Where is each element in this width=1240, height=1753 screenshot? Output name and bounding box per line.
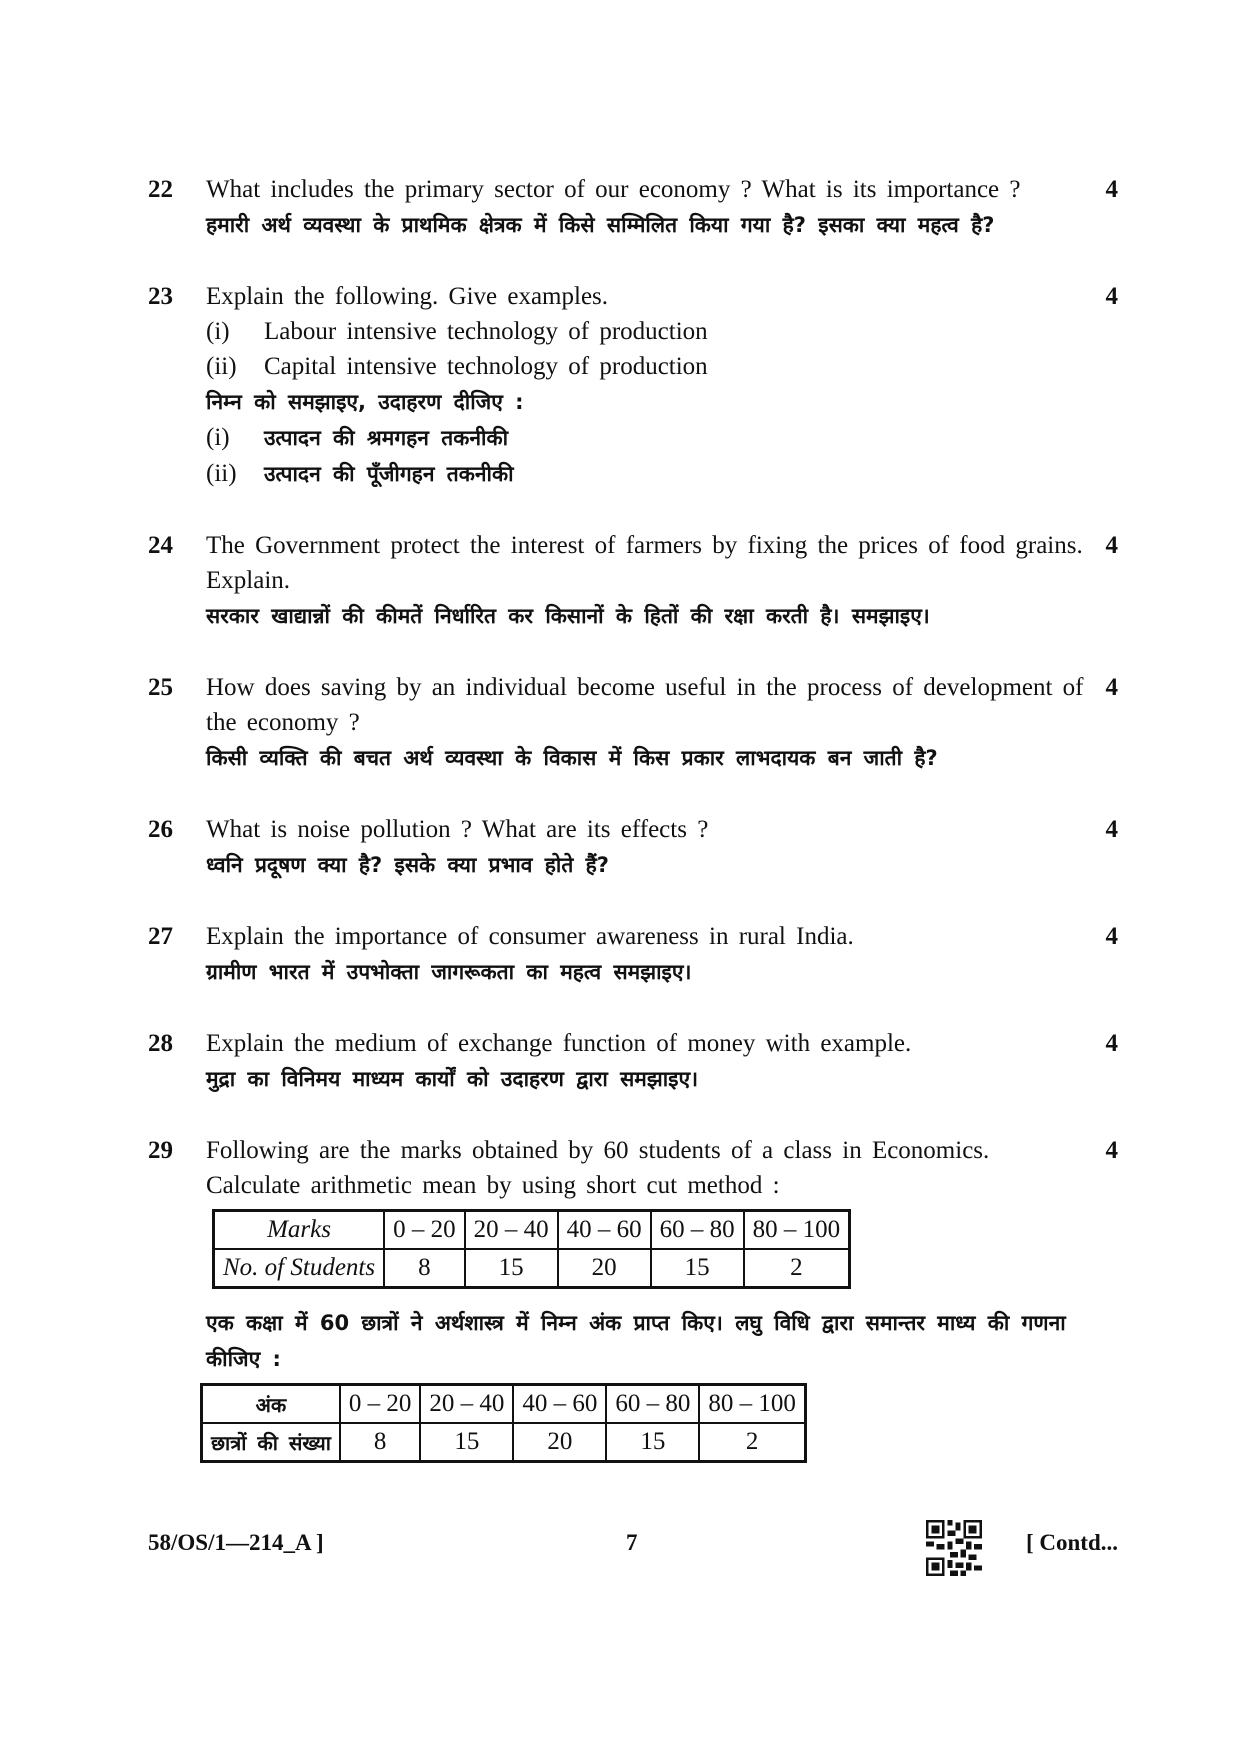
table-cell: 60 – 80 (651, 1211, 744, 1250)
sub-item-number: (i) (206, 424, 230, 451)
question-marks: 4 (1105, 816, 1118, 843)
page-number: 7 (626, 1530, 638, 1555)
table-cell: 15 (465, 1249, 558, 1288)
question-26 (148, 812, 1118, 883)
question-number: 26 (148, 816, 173, 843)
question-text-hi: मुद्रा का विनिमय माध्यम कार्यों को उदाहरण द्वारा समझाइए। (206, 1067, 699, 1091)
question-number: 28 (148, 1030, 173, 1057)
table-cell: 15 (606, 1423, 699, 1462)
table-row (202, 1385, 806, 1424)
question-marks: 4 (1105, 923, 1118, 950)
question-text-en: The Government protect the interest of farmers by fixing the prices of food grains. Explain. (206, 532, 1083, 594)
sub-item-number: (ii) (206, 353, 237, 380)
continued-label: [ Contd... (1025, 1530, 1118, 1555)
question-marks: 4 (1105, 532, 1118, 559)
table-row-label: अंक (202, 1385, 340, 1424)
table-row-label: No. of Students (214, 1249, 385, 1288)
table-cell: 20 – 40 (465, 1211, 558, 1250)
question-23 (148, 279, 1118, 492)
table-cell: 8 (384, 1249, 465, 1288)
sub-item-en (206, 349, 1088, 384)
question-number: 24 (148, 532, 173, 559)
table-cell: 40 – 60 (558, 1211, 651, 1250)
marks-table-hi (200, 1383, 807, 1463)
question-text-en: Explain the following. Give examples. (206, 283, 609, 310)
table-row (202, 1423, 806, 1462)
question-24 (148, 528, 1118, 634)
marks-table-en (212, 1209, 851, 1289)
sub-item-hi (206, 420, 1088, 456)
table-row (214, 1249, 850, 1288)
question-text-en: How does saving by an individual become useful in the process of development of the economy ? (206, 674, 1084, 736)
question-marks: 4 (1105, 1030, 1118, 1057)
sub-item-text: उत्पादन की पूँजीगहन तकनीकी (264, 462, 514, 486)
sub-item-en (206, 314, 1088, 349)
table-row-label: Marks (214, 1211, 385, 1250)
question-29 (148, 1133, 1118, 1463)
sub-item-number: (i) (206, 318, 230, 345)
question-marks: 4 (1105, 674, 1118, 701)
table-cell: 2 (744, 1249, 850, 1288)
qr-code-icon (926, 1520, 982, 1576)
question-number: 27 (148, 923, 173, 950)
table-cell: 15 (420, 1423, 513, 1462)
sub-item-text: उत्पादन की श्रमगहन तकनीकी (264, 426, 509, 450)
sub-item-text: Labour intensive technology of production (264, 318, 708, 345)
question-28 (148, 1026, 1118, 1097)
table-row-label: छात्रों की संख्या (202, 1423, 340, 1462)
question-text-hi: किसी व्यक्ति की बचत अर्थ व्यवस्था के विकास में किस प्रकार लाभदायक बन जाती है? (206, 746, 938, 770)
question-25 (148, 670, 1118, 776)
question-number: 22 (148, 176, 173, 203)
sub-item-number: (ii) (206, 460, 237, 487)
table-cell: 0 – 20 (340, 1385, 421, 1424)
table-cell: 2 (699, 1423, 805, 1462)
question-text-en: What includes the primary sector of our economy ? What is its importance ? (206, 176, 1021, 203)
question-text-en: What is noise pollution ? What are its effects ? (206, 816, 709, 843)
question-text-hi: एक कक्षा में 60 छात्रों ने अर्थशास्त्र में निम्न अंक प्राप्त किए। लघु विधि द्वारा समान्तर माध्य की गणना कीजिए : (206, 1311, 1066, 1371)
table-cell: 40 – 60 (513, 1385, 606, 1424)
question-number: 29 (148, 1137, 173, 1164)
table-cell: 15 (651, 1249, 744, 1288)
sub-item-text: Capital intensive technology of production (264, 353, 708, 380)
table-cell: 20 (513, 1423, 606, 1462)
question-marks: 4 (1105, 1137, 1118, 1164)
question-text-en: Following are the marks obtained by 60 students of a class in Economics. Calculate arithmetic mean by using short cut method : (206, 1137, 990, 1199)
question-27 (148, 919, 1118, 990)
table-cell: 80 – 100 (699, 1385, 805, 1424)
table-cell: 60 – 80 (606, 1385, 699, 1424)
question-text-hi: सरकार खाद्यान्नों की कीमतें निर्धारित कर किसानों के हितों की रक्षा करती है। समझाइए। (206, 604, 930, 628)
table-cell: 8 (340, 1423, 421, 1462)
paper-code: 58/OS/1—214_A ] (148, 1530, 324, 1555)
question-marks: 4 (1105, 283, 1118, 310)
question-list (148, 172, 1118, 1499)
table-cell: 0 – 20 (384, 1211, 465, 1250)
question-text-hi: निम्न को समझाइए, उदाहरण दीजिए : (206, 390, 524, 414)
question-number: 25 (148, 674, 173, 701)
question-text-hi: ध्वनि प्रदूषण क्या है? इसके क्या प्रभाव होते हैं? (206, 853, 609, 877)
question-text-en: Explain the importance of consumer awareness in rural India. (206, 923, 854, 950)
question-text-hi: ग्रामीण भारत में उपभोक्ता जागरूकता का महत्व समझाइए। (206, 960, 692, 984)
question-number: 23 (148, 283, 173, 310)
question-marks: 4 (1105, 176, 1118, 203)
table-cell: 20 – 40 (420, 1385, 513, 1424)
table-cell: 80 – 100 (744, 1211, 850, 1250)
table-cell: 20 (558, 1249, 651, 1288)
question-22 (148, 172, 1118, 243)
sub-item-hi (206, 456, 1088, 492)
table-row (214, 1211, 850, 1250)
page-footer (148, 1530, 1118, 1580)
question-text-en: Explain the medium of exchange function of money with example. (206, 1030, 912, 1057)
question-text-hi: हमारी अर्थ व्यवस्था के प्राथमिक क्षेत्रक में किसे सम्मिलित किया गया है? इसका क्या महत्व है? (206, 213, 995, 237)
